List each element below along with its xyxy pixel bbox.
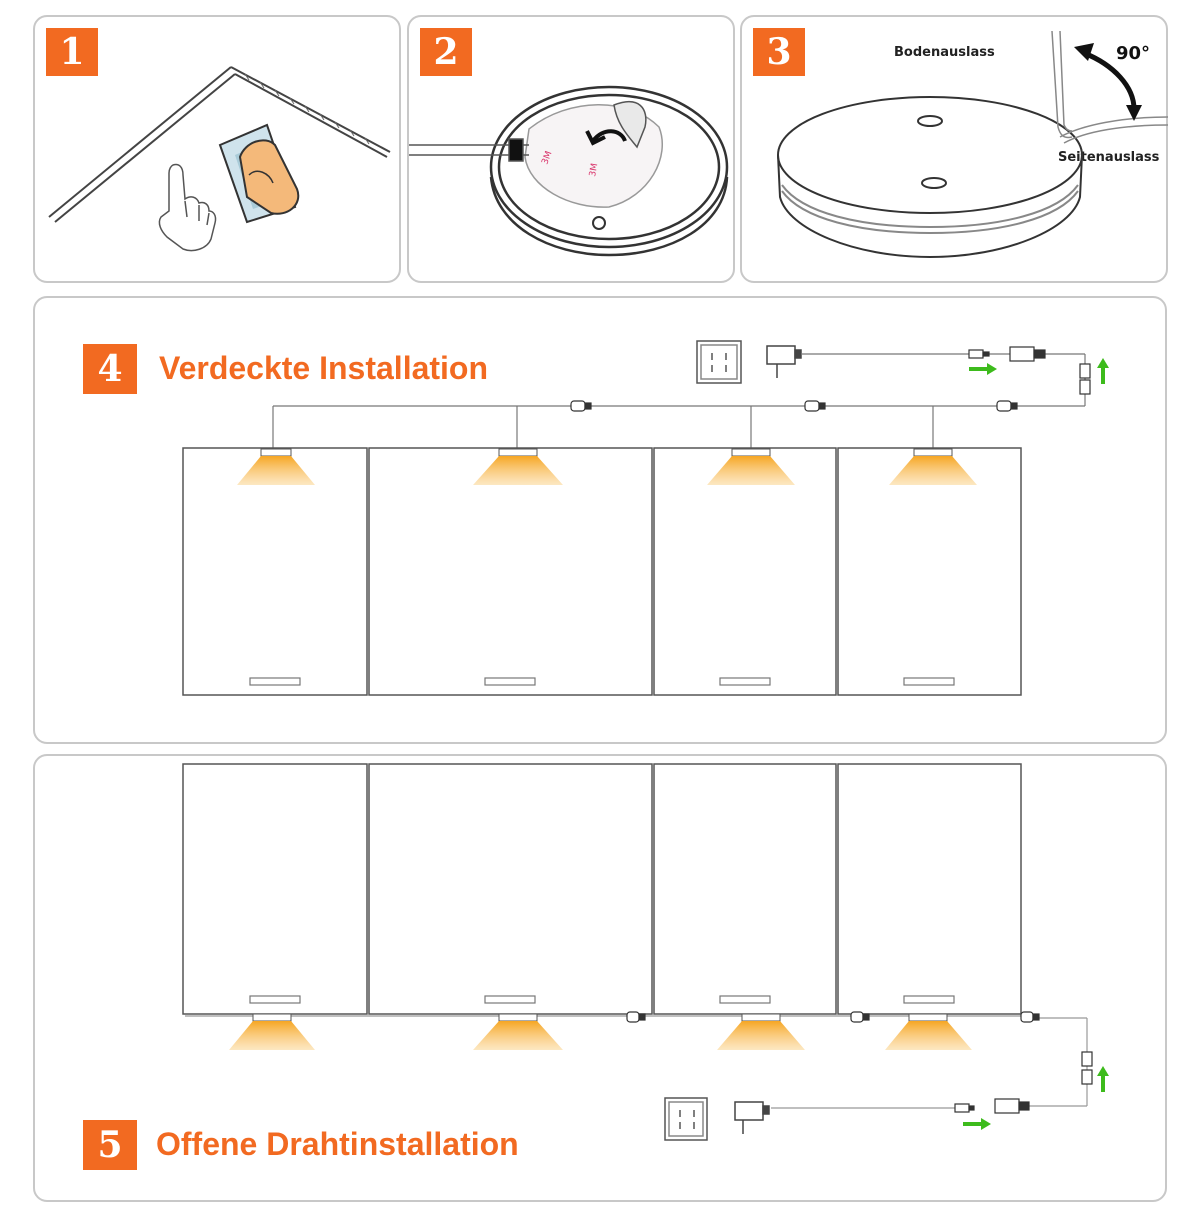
step-3-illustration — [742, 17, 1170, 285]
connector-icon — [571, 347, 1090, 411]
cable-wire — [1052, 31, 1168, 143]
side-outlet-label: Seitenauslass — [1058, 150, 1160, 165]
open-wire-installation-diagram — [35, 756, 1169, 1204]
step-5-title: Offene Drahtinstallation — [156, 1126, 519, 1162]
cloth-wipe-icon — [220, 125, 298, 222]
cabinet-row — [183, 448, 1021, 695]
power-outlet-icon — [697, 341, 741, 383]
tape-brand-text: 3M — [540, 149, 555, 167]
step-3-panel — [740, 15, 1168, 283]
step-1-number: 1 — [59, 31, 85, 73]
step-2-illustration — [409, 17, 737, 285]
puck-light-side-view — [778, 97, 1082, 257]
cabinet-row — [183, 764, 1021, 1014]
power-adapter-icon — [767, 346, 801, 378]
rotate-arrow-icon — [1084, 53, 1134, 109]
tape-brand-text-2: 3M — [588, 162, 601, 178]
hand-icon — [159, 164, 215, 250]
step-3-number: 3 — [766, 31, 792, 73]
power-outlet-icon — [665, 1098, 707, 1140]
step-4-number: 4 — [97, 348, 123, 390]
step-4-panel — [33, 296, 1167, 744]
step-1-panel — [33, 15, 401, 283]
step-2-panel — [407, 15, 735, 283]
step-5-number: 5 — [97, 1124, 123, 1166]
wiring — [273, 354, 1085, 448]
power-adapter-icon — [735, 1102, 769, 1134]
step-5-panel — [33, 754, 1167, 1202]
bottom-outlet-label: Bodenauslass — [894, 45, 995, 60]
step-4-title: Verdeckte Installation — [159, 350, 489, 386]
step-1-illustration — [35, 17, 403, 285]
step-2-number: 2 — [433, 31, 459, 73]
hidden-installation-diagram — [35, 298, 1169, 746]
screw-hole — [593, 217, 605, 229]
angle-label: 90° — [1116, 43, 1151, 64]
adhesive-tape-icon — [525, 102, 662, 207]
cable-wire — [409, 139, 529, 161]
